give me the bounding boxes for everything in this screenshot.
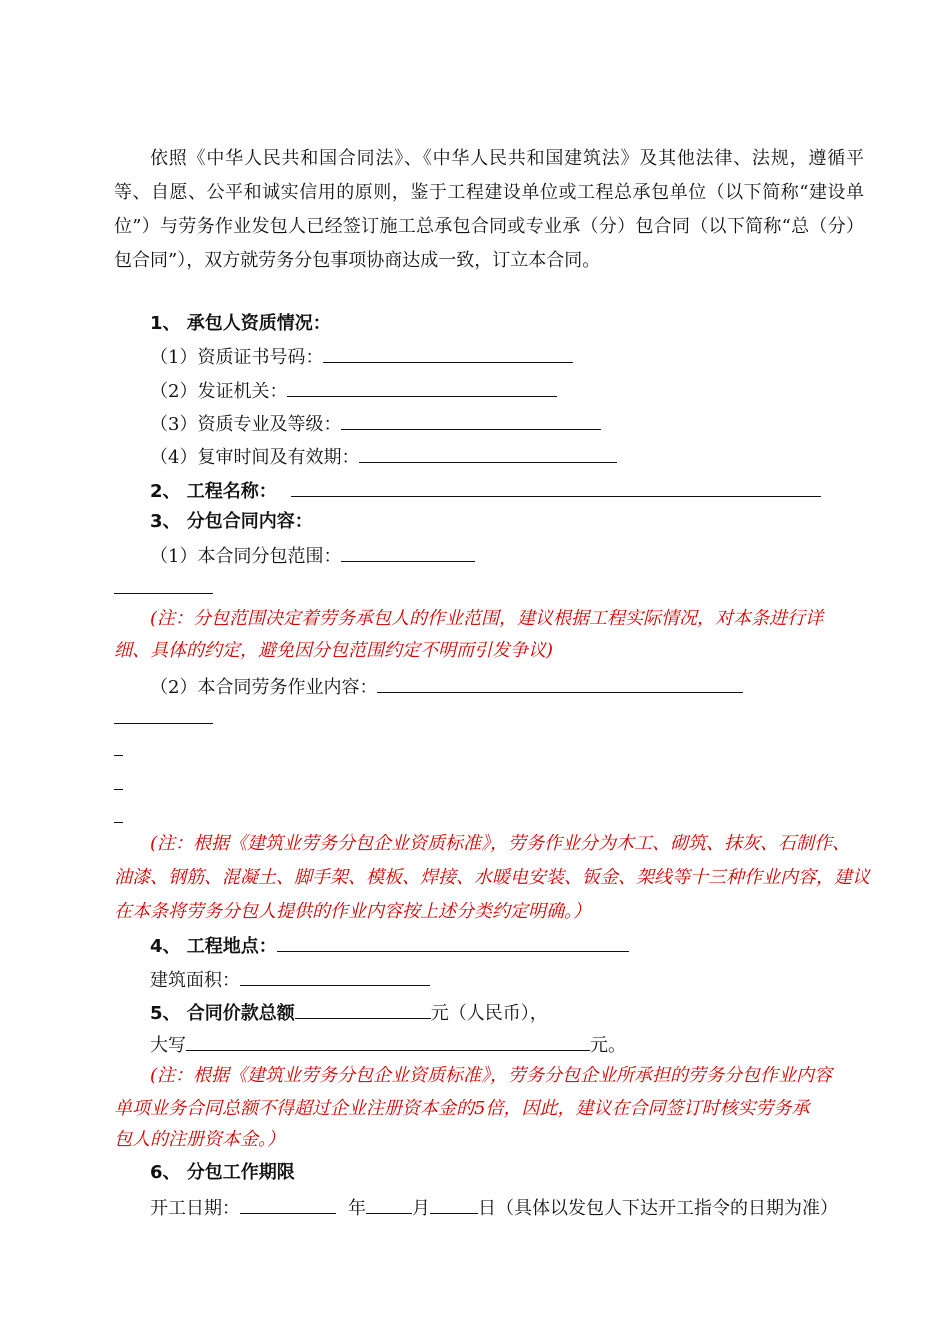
price-note-line3: 包人的注册资本金。） — [114, 1129, 285, 1150]
qualification-grade-blank — [341, 410, 601, 430]
amount-in-words-unit: 元。 — [590, 1035, 626, 1056]
scope-blank — [341, 542, 475, 562]
project-location-field — [150, 932, 629, 959]
qualification-grade-label: （3）资质专业及等级： — [150, 414, 342, 435]
contract-price-field — [150, 999, 548, 1026]
cert-number-blank — [323, 343, 573, 363]
building-area-label: 建筑面积： — [150, 970, 240, 991]
blank-dash-2 — [114, 770, 123, 797]
section-4-title: 4、 工程地点： — [150, 936, 277, 957]
issuing-authority-label: （2）发证机关： — [150, 381, 288, 402]
scope-blank-continued — [114, 574, 213, 601]
contract-price-unit: 元（人民币）， — [430, 1003, 548, 1024]
section-1-title: 1、 承包人资质情况： — [150, 313, 331, 334]
month-label: 月 — [412, 1198, 430, 1219]
scope-label: （1）本合同分包范围： — [150, 546, 342, 567]
cert-number-label: （1）资质证书号码： — [150, 347, 324, 368]
amount-in-words-label: 大写 — [150, 1035, 186, 1056]
issuing-authority-blank — [287, 377, 557, 397]
project-name-field — [150, 477, 821, 504]
work-content-label: （2）本合同劳务作业内容： — [150, 677, 378, 698]
contract-price-blank — [295, 999, 431, 1019]
work-content-field — [150, 673, 743, 700]
start-year-blank — [240, 1194, 336, 1214]
day-label: 日（具体以发包人下达开工指令的日期为准） — [478, 1198, 838, 1219]
work-content-note-line1: (注：根据《建筑业劳务分包企业资质标准》，劳务作业分为木工、砌筑、抹灰、石制作、 — [150, 833, 851, 854]
start-date-field — [150, 1194, 838, 1221]
blank-dash-3 — [114, 803, 123, 830]
work-content-blank-continued — [114, 704, 213, 731]
cert-number-field — [150, 343, 573, 370]
work-content-blank — [377, 673, 743, 693]
price-note-line2: 单项业务合同总额不得超过企业注册资本金的5倍，因此，建议在合同签订时核实劳务承 — [114, 1098, 810, 1119]
issuing-authority-field — [150, 377, 557, 404]
start-day-blank — [430, 1194, 478, 1214]
blank-dash-1 — [114, 736, 123, 763]
scope-note-line1: (注：分包范围决定着劳务承包人的作业范围，建议根据工程实际情况，对本条进行详 — [150, 608, 824, 629]
scope-note-line2: 细、具体的约定，避免因分包范围约定不明而引发争议) — [114, 640, 554, 661]
project-name-blank — [291, 477, 821, 497]
start-month-blank — [366, 1194, 412, 1214]
section-3-title: 3、 分包合同内容： — [150, 511, 313, 532]
section-6-title: 6、 分包工作期限 — [150, 1162, 295, 1183]
price-note-line1: (注：根据《建筑业劳务分包企业资质标准》，劳务分包企业所承担的劳务分包作业内容 — [150, 1065, 833, 1086]
review-validity-label: （4）复审时间及有效期： — [150, 447, 360, 468]
scope-field — [150, 542, 475, 569]
project-location-blank — [277, 932, 629, 952]
work-content-note-line2: 油漆、钢筋、混凝土、脚手架、模板、焊接、水暖电安装、钣金、架线等十三种作业内容，建议 — [114, 867, 870, 888]
building-area-blank — [240, 966, 430, 986]
section-2-title: 2、 工程名称： — [150, 481, 277, 502]
building-area-field — [150, 966, 430, 993]
work-content-note-line3: 在本条将劳务分包人提供的作业内容按上述分类约定明确。） — [114, 901, 591, 922]
review-validity-field — [150, 443, 617, 470]
start-date-label: 开工日期： — [150, 1198, 240, 1219]
intro-paragraph: 依照《中华人民共和国合同法》、《中华人民共和国建筑法》及其他法律、法规，遵循平等、自愿、公平和诚实信用的原则，鉴于工程建设单位或工程总承包单位（以下简称“建设单位”）与劳务作业发包人已经签订施工总承包合同或专业承（分）包合同（以下简称“总（分）包合同”），双方就劳务分包事项协商达成一致，订立本合同。 — [114, 148, 864, 271]
amount-in-words-field — [150, 1031, 626, 1058]
qualification-grade-field — [150, 410, 601, 437]
amount-in-words-blank — [186, 1031, 590, 1051]
year-label: 年 — [348, 1198, 366, 1219]
review-validity-blank — [359, 443, 617, 463]
section-5-title: 5、 合同价款总额 — [150, 1003, 295, 1024]
